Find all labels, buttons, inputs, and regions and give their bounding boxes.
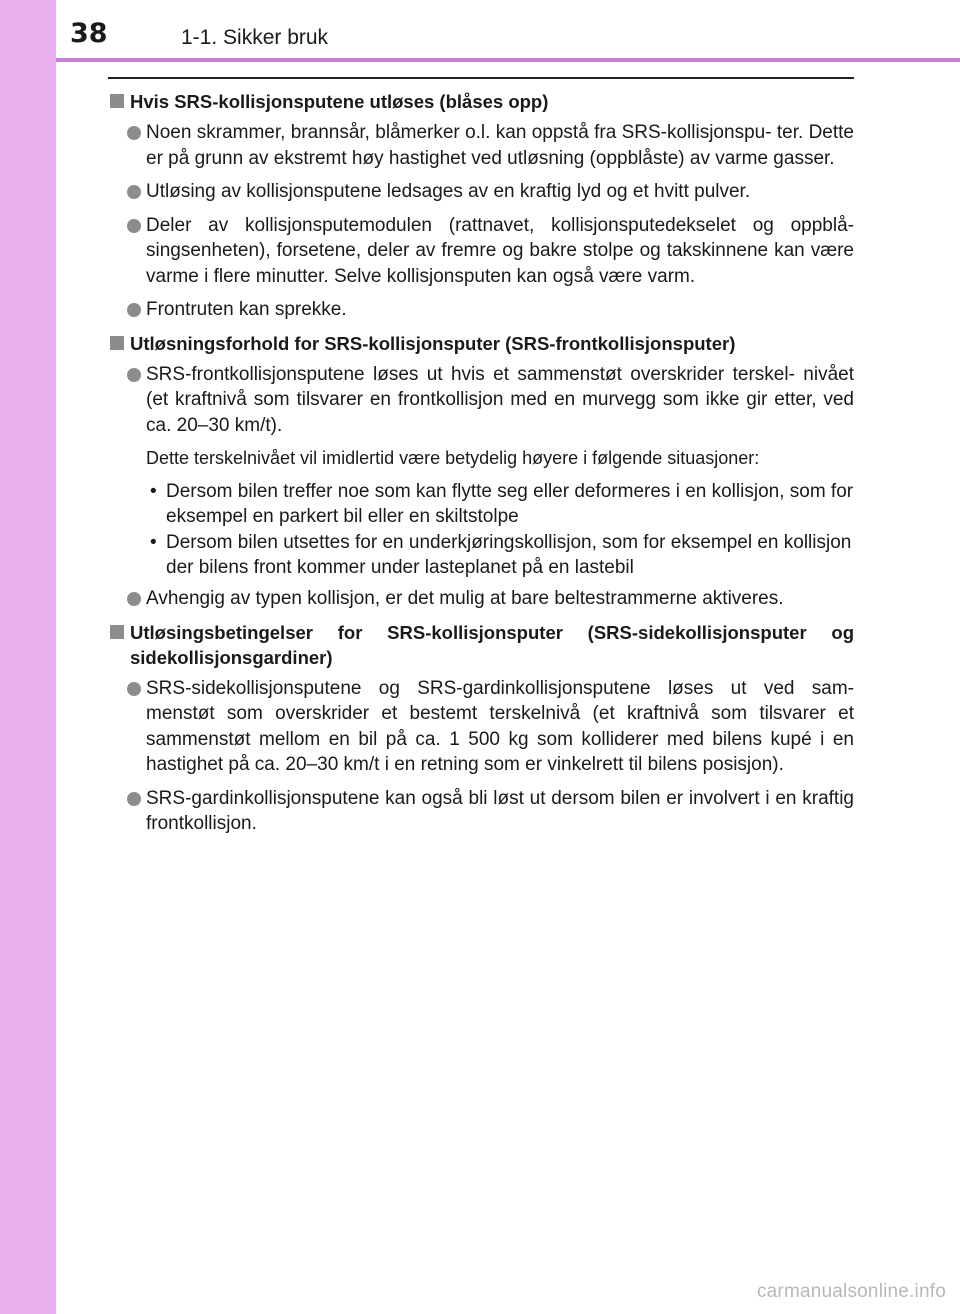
list-item: Noen skrammer, brannsår, blåmerker o.l. kan oppstå fra SRS-kollisjonspu- ter. Dette er på grunn av ekstremt høy hastighet ved utløsning (oppblåste) av varme gasser. — [108, 120, 854, 171]
square-bullet-icon — [110, 336, 124, 350]
section-heading: Hvis SRS-kollisjonsputene utløses (blåses opp) — [108, 89, 854, 114]
circle-bullet-icon — [127, 219, 141, 233]
dot-marker-icon: • — [150, 481, 157, 502]
circle-bullet-icon — [127, 682, 141, 696]
section-heading: Utløsningsforhold for SRS-kollisjonsputer (SRS-frontkollisjonsputer) — [108, 331, 854, 356]
content-top-rule — [108, 77, 854, 79]
circle-bullet-icon — [127, 303, 141, 317]
section-heading: Utløsingsbetingelser for SRS-kollisjonsputer (SRS-sidekollisjonsputer og sidekollisjonsgardiner) — [108, 620, 854, 670]
list-item: SRS-sidekollisjonsputene og SRS-gardinkollisjonsputene løses ut ved sam- menstøt som overskrider et bestemt terskelnivå (et kraftnivå som tilsvarer et sammenstøt mellom en bil på ca. 1 500 kg som kolliderer med bilens kupé i en hastighet på ca. 20–30 km/t i en retning som er vinkelrett til bilens posisjon). — [108, 676, 854, 778]
page-content — [108, 89, 854, 845]
side-color-strip — [0, 0, 56, 1314]
sub-list-item: • Dersom bilen treffer noe som kan flytte seg eller deformeres i en kollisjon, som for eksempel en parkert bil eller en skiltstolpe — [150, 481, 854, 527]
list-item: Deler av kollisjonsputemodulen (rattnavet, kollisjonsputedekselet og oppblå- singsenheten), forsetene, deler av fremre og bakre stolpe og takskinnene kan være varme i flere minutter. Selve kollisjonsputen kan også være varm. — [108, 213, 854, 290]
circle-bullet-icon — [127, 792, 141, 806]
list-item: Utløsing av kollisjonsputene ledsages av en kraftig lyd og et hvitt pulver. — [108, 179, 854, 205]
body-paragraph: Dette terskelnivået vil imidlertid være betydelig høyere i følgende situasjoner: — [146, 448, 760, 468]
section-title: 1-1. Sikker bruk — [181, 26, 329, 49]
list-item: Frontruten kan sprekke. — [108, 297, 854, 323]
circle-bullet-icon — [127, 368, 141, 382]
square-bullet-icon — [110, 625, 124, 639]
header-divider — [56, 58, 960, 62]
page-number: 38 — [70, 18, 108, 49]
circle-bullet-icon — [127, 592, 141, 606]
circle-bullet-icon — [127, 126, 141, 140]
circle-bullet-icon — [127, 185, 141, 199]
list-item: SRS-gardinkollisjonsputene kan også bli løst ut dersom bilen er involvert i en kraftig frontkollisjon. — [108, 786, 854, 837]
watermark: carmanualsonline.info — [756, 1281, 946, 1302]
list-item: SRS-frontkollisjonsputene løses ut hvis et sammenstøt overskrider terskel- nivået (et kraftnivå som tilsvarer en frontkollisjon med en murvegg som ikke gir etter, ved ca. 20–30 km/t). — [108, 362, 854, 439]
square-bullet-icon — [110, 94, 124, 108]
sub-list-item: • Dersom bilen utsettes for en underkjøringskollisjon, som for eksempel en kollisjon der bilens front kommer under lasteplanet på en lastebil — [150, 532, 852, 578]
list-item: Avhengig av typen kollisjon, er det mulig at bare beltestrammerne aktiveres. — [108, 586, 854, 612]
dot-marker-icon: • — [150, 532, 157, 553]
